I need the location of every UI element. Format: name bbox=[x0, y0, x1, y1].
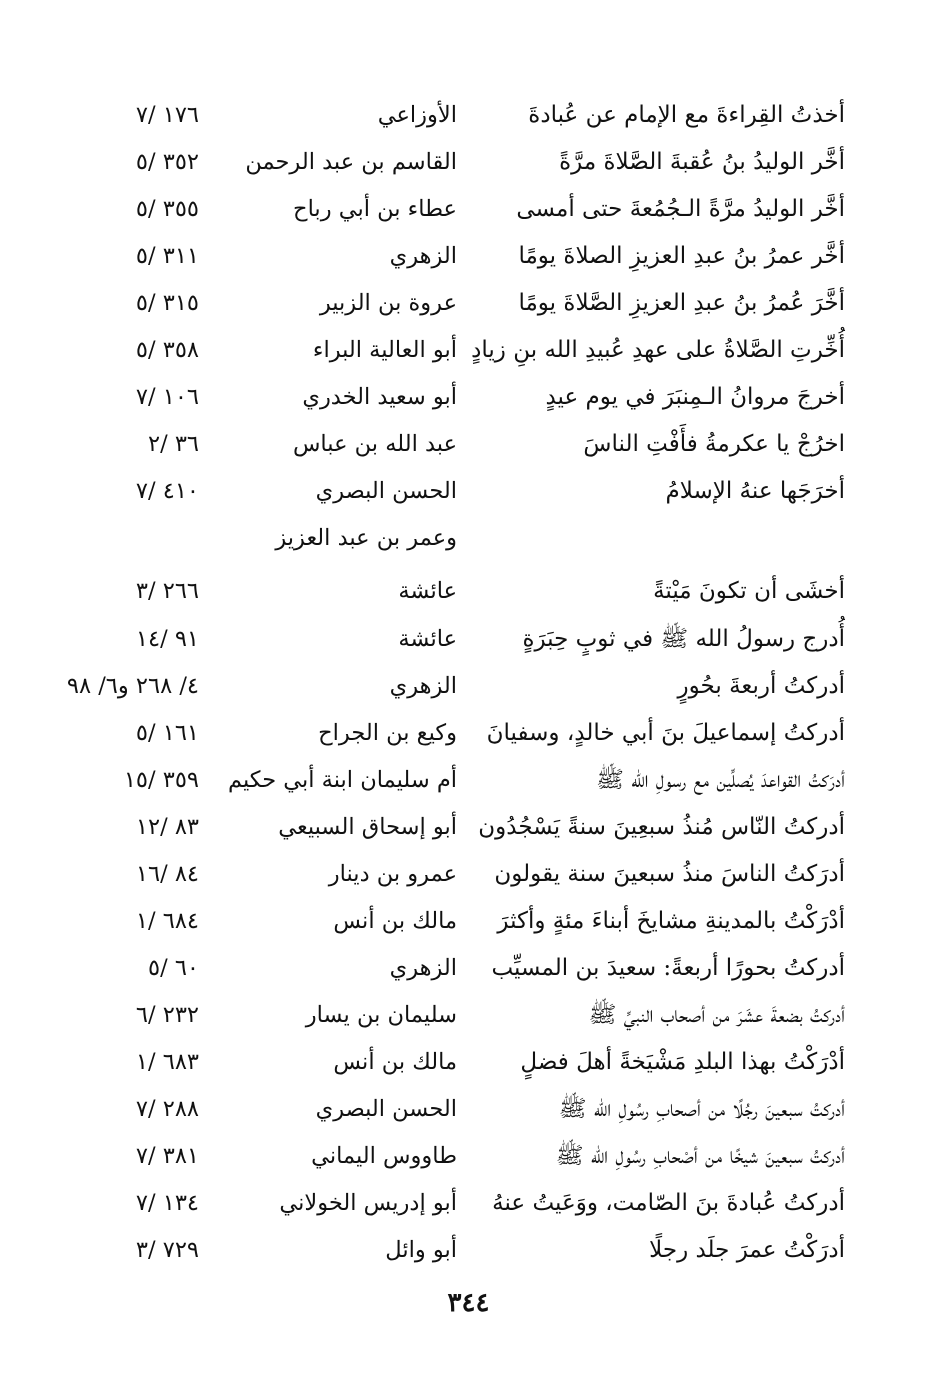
hadith-phrase: أدرَكتُ الناسَ منذُ سبعينَ سنة يقولون bbox=[494, 860, 845, 887]
volume-page-ref: ٢٦٦ /٣ bbox=[135, 578, 199, 605]
narrator-name: الحسن البصري bbox=[315, 478, 457, 505]
narrator-name: الزهري bbox=[389, 243, 457, 270]
narrator-name: مالك بن أنس bbox=[333, 907, 457, 934]
index-row bbox=[0, 710, 937, 757]
index-row bbox=[0, 616, 937, 663]
hadith-phrase: أخَّر عمرُ بنُ عبدِ العزيزِ الصلاةَ يومًا bbox=[518, 243, 845, 270]
narrator-name: الحسن البصري bbox=[315, 1095, 457, 1122]
volume-page-ref: ٩١ /١٤ bbox=[135, 625, 199, 652]
narrator-name: الزهري bbox=[389, 954, 457, 981]
hadith-phrase: أدْرَكْتُ بالمدينةِ مشايخَ أبناءَ مئةٍ وأكثرَ bbox=[497, 907, 845, 934]
narrator-name: القاسم بن عبد الرحمن bbox=[245, 149, 457, 176]
index-row bbox=[0, 327, 937, 374]
index-row bbox=[0, 374, 937, 421]
hadith-phrase: أخَّر الوليدُ بنُ عُقبةَ الصَّلاةَ مرَّةً bbox=[559, 149, 845, 176]
volume-page-ref: ٨٣ /١٢ bbox=[135, 813, 199, 840]
narrator-name: عمرو بن دينار bbox=[328, 860, 457, 887]
narrator-name: أبو إسحاق السبيعي bbox=[278, 813, 457, 840]
hadith-phrase: أدركتُ أربعةَ بحُورٍ bbox=[677, 672, 845, 699]
hadith-phrase: أدركتُ النّاس مُنذُ سبعِينَ سنةً يَسْجُدُون bbox=[478, 813, 845, 840]
volume-page-ref: ٦٠ /٥ bbox=[148, 954, 199, 981]
index-row bbox=[0, 233, 937, 280]
index-row bbox=[0, 568, 937, 615]
volume-page-ref: ٧٢٩ /٣ bbox=[135, 1237, 199, 1264]
index-row bbox=[0, 757, 937, 804]
narrator-name: سليمان بن يسار bbox=[305, 1001, 457, 1028]
hadith-phrase: أدركتُ سبعينَ رجُلًا من أصحابِ رسُولِ الله ﷺ bbox=[558, 1095, 845, 1122]
index-row bbox=[0, 1133, 937, 1180]
narrator-name: مالك بن أنس bbox=[333, 1048, 457, 1075]
hadith-phrase: أخذتُ القِراءةَ مع الإمام عن عُبادةَ bbox=[528, 102, 845, 128]
volume-page-ref: ٣١٥ /٥ bbox=[135, 290, 199, 317]
narrator-name: الزهري bbox=[389, 672, 457, 699]
volume-page-ref: ٣٨١ /٧ bbox=[135, 1143, 199, 1170]
volume-page-ref: ٣٦ /٢ bbox=[148, 431, 199, 458]
hadith-phrase: أدركتُ بضعةَ عشَرَ من أصحاب النبيِّ ﷺ bbox=[588, 1001, 845, 1028]
volume-page-ref: ١٣٤ /٧ bbox=[135, 1190, 199, 1217]
index-row-continuation bbox=[0, 515, 937, 562]
hadith-phrase: أُخِّرتِ الصَّلاةُ على عهدِ عُبيدِ الله بنِ زيادٍ bbox=[471, 337, 845, 364]
hadith-phrase: أدرَكتُ القواعدَ يُصلِّين مع رسولِ الله ﷺ bbox=[596, 766, 845, 793]
index-row bbox=[0, 421, 937, 468]
narrator-name: أبو سعيد الخدري bbox=[302, 384, 457, 411]
volume-page-ref: ٦٨٣ /١ bbox=[135, 1048, 199, 1075]
index-row bbox=[0, 1227, 937, 1274]
volume-page-ref: ٢٨٨ /٧ bbox=[135, 1095, 199, 1122]
volume-page-ref: ٦٨٤ /١ bbox=[135, 907, 199, 934]
index-row bbox=[0, 804, 937, 851]
hadith-phrase: أدركتُ عُبادةَ بنَ الصّامت، ووَعَيتُ عنهُ bbox=[492, 1190, 845, 1217]
index-row bbox=[0, 898, 937, 945]
volume-page-ref: ١٧٦ /٧ bbox=[135, 102, 199, 128]
volume-page-ref: ٣٥٢ /٥ bbox=[135, 149, 199, 176]
hadith-phrase: أدركتُ إسماعيلَ بنَ أبي خالدٍ، وسفيانَ bbox=[486, 719, 845, 746]
hadith-phrase: أخرَجَها عنهُ الإسلامُ bbox=[665, 478, 845, 505]
narrator-name: أبو إدريس الخولاني bbox=[279, 1190, 457, 1217]
index-row bbox=[0, 992, 937, 1039]
narrator-name: أبو العالية البراء bbox=[312, 337, 457, 364]
hadith-phrase: أدْرَكْتُ بهذا البلدِ مَشْيَخةً أهلَ فضلٍ bbox=[520, 1048, 845, 1075]
narrator-name: عروة بن الزبير bbox=[319, 290, 457, 317]
narrator-name: أبو وائل bbox=[385, 1237, 457, 1264]
hadith-phrase: أدرَكْتُ عمرَ جلَد رجلًا bbox=[649, 1237, 845, 1264]
narrator-name: عطاء بن أبي رباح bbox=[293, 196, 457, 223]
volume-page-ref: ٣٥٩ /١٥ bbox=[123, 766, 199, 793]
index-row bbox=[0, 468, 937, 515]
volume-page-ref: ٣١١ /٥ bbox=[135, 243, 199, 270]
volume-page-ref: ٣٥٨ /٥ bbox=[135, 337, 199, 364]
volume-page-ref: ٤١٠ /٧ bbox=[135, 478, 199, 505]
index-table bbox=[0, 92, 937, 1274]
volume-page-ref: ١٠٦ /٧ bbox=[135, 384, 199, 411]
index-row bbox=[0, 851, 937, 898]
index-row bbox=[0, 663, 937, 710]
volume-page-ref: ٣٥٥ /٥ bbox=[135, 196, 199, 223]
narrator-name: وعمر بن عبد العزيز bbox=[275, 525, 457, 552]
index-row bbox=[0, 1039, 937, 1086]
hadith-phrase: أخَّر الوليدُ مرَّةً الـجُمُعةَ حتى أمسى bbox=[516, 196, 845, 223]
volume-page-ref: ٤/ ٢٦٨ و٦/ ٩٨ bbox=[66, 672, 199, 699]
volume-page-ref: ٢٣٢ /٦ bbox=[135, 1001, 199, 1028]
hadith-phrase: أخرجَ مروانُ الـمِنبَرَ في يوم عيدٍ bbox=[545, 384, 845, 411]
hadith-phrase: اخرُجْ يا عكرمةُ فأَفْتِ الناسَ bbox=[583, 431, 845, 458]
narrator-name: أم سليمان ابنة أبي حكيم bbox=[228, 766, 457, 793]
narrator-name: عائشة bbox=[398, 625, 457, 652]
index-row bbox=[0, 139, 937, 186]
volume-page-ref: ١٦١ /٥ bbox=[135, 719, 199, 746]
index-row bbox=[0, 945, 937, 992]
narrator-name: عبد الله بن عباس bbox=[292, 431, 457, 458]
index-row bbox=[0, 1180, 937, 1227]
index-row bbox=[0, 186, 937, 233]
page-number: ٣٤٤ bbox=[447, 1288, 490, 1318]
narrator-name: عائشة bbox=[398, 578, 457, 605]
hadith-phrase: أدركتُ بحورًا أربعةً: سعيدَ بن المسيِّب bbox=[491, 954, 845, 981]
narrator-name: وكيع بن الجراح bbox=[318, 719, 457, 746]
narrator-name: الأوزاعي bbox=[377, 102, 457, 128]
narrator-name: طاووس اليماني bbox=[311, 1143, 457, 1170]
volume-page-ref: ٨٤ /١٦ bbox=[135, 860, 199, 887]
hadith-phrase: أُدرج رسولُ الله ﷺ في ثوبٍ حِبَرَةٍ bbox=[522, 625, 845, 652]
hadith-phrase: أدركتُ سبعينَ شيخًا من أصْحابِ رسُولِ الله ﷺ bbox=[555, 1143, 845, 1170]
index-row bbox=[0, 280, 937, 327]
hadith-phrase: أخشَى أن تكونَ مَيْتةً bbox=[653, 578, 845, 605]
index-row bbox=[0, 1086, 937, 1133]
hadith-phrase: أخَّرَ عُمرُ بنُ عبدِ العزيزِ الصَّلاةَ يومًا bbox=[518, 290, 845, 317]
index-row bbox=[0, 92, 937, 139]
